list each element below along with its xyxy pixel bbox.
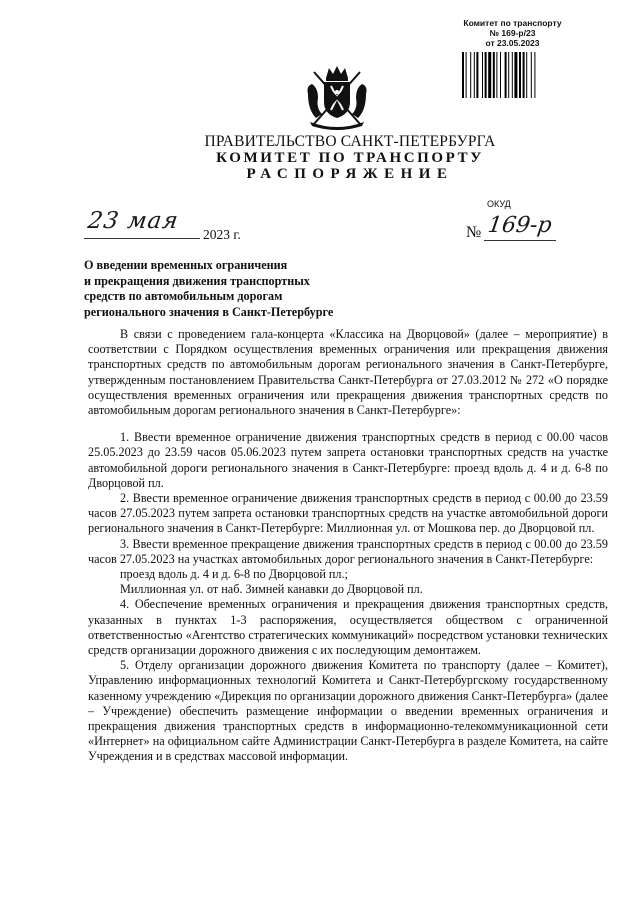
- number-underline: [484, 240, 556, 241]
- paragraph-5: 5. Отделу организации дорожного движения Комитета по транспорту (далее – Комитет), Управлению информационных технологий Комитета и Санкт-Петербургскому государственному казенному учреждению «Дирекция по организации дорожного движения Санкт-Петербурга» (далее – Учреждение) обеспечить размещение информации о введении временных ограничения и прекращения движения транспортных средств в информационно-телекоммуникационной сети «Интернет» на официальном сайте Администрации Санкт-Петербурга в разделе Комитета, на сайте Учреждения и в средствах массовой информации.: [88, 658, 608, 764]
- stamp-number: № 169-р/23: [489, 28, 536, 38]
- paragraph-4: 4. Обеспечение временных ограничения и прекращения движения транспортных средств, указанных в пунктах 1-3 распоряжения, осуществляется обществом с ограниченной ответственностью «Агентство стратегических коммуникаций» посредством установки технических средств организации дорожного движения с их последующим демонтажем.: [88, 597, 608, 658]
- coat-of-arms-emblem: [302, 64, 372, 132]
- document-type-heading: РАСПОРЯЖЕНИЕ: [246, 166, 454, 182]
- intro-paragraph: В связи с проведением гала-концерта «Классика на Дворцовой» (далее – мероприятие) в соответствии с Порядком осуществления временных ограничения или прекращения движения транспортных средств по автомобильным дорогам регионального значения в Санкт-Петербурге, утвержденным постановлением Правительства Санкт-Петербурга от 27.03.2012 № 272 «О порядке осуществления временных ограничения или прекращения движения транспортных средств по автомобильным дорогам регионального значения в Санкт-Петербурге»:: [88, 327, 608, 418]
- stamp-org: Комитет по транспорту: [463, 18, 562, 28]
- paragraph-3-item-2: Миллионная ул. от наб. Зимней канавки до Дворцовой пл.: [120, 582, 423, 597]
- title-line: и прекращения движения транспортных: [84, 273, 310, 288]
- handwritten-date: 23 мая: [86, 208, 181, 234]
- paragraph-2: 2. Ввести временное ограничение движения транспортных средств в период с 00.00 до 23.59 часов 27.05.2023 путем запрета остановки транспортных средств на участке автомобильной дороги регионального значения в Санкт-Петербурге: Миллионная ул. от Мошкова пер. до Дворцовой пл.: [88, 491, 608, 536]
- stamp-date: от 23.05.2023: [485, 38, 540, 48]
- number-sign: №: [466, 224, 482, 241]
- paragraph-3-item-1: проезд вдоль д. 4 и д. 6-8 по Дворцовой пл.;: [120, 567, 348, 582]
- title-line: средств по автомобильным дорогам: [84, 289, 283, 303]
- paragraph-3: 3. Ввести временное прекращение движения транспортных средств в период с 00.00 до 23.59 часов 27.05.2023 на участках автомобильных дорог регионального значения в Санкт-Петербурге:: [88, 536, 608, 566]
- handwritten-number: 169-р: [486, 213, 554, 238]
- title-line: О введении временных ограничения: [84, 258, 288, 272]
- okud-label: ОКУД: [487, 199, 511, 209]
- government-heading: ПРАВИТЕЛЬСТВО САНКТ-ПЕТЕРБУРГА: [204, 133, 496, 150]
- title-line: регионального значения в Санкт-Петербурге: [84, 304, 334, 319]
- registration-stamp: [455, 18, 570, 48]
- committee-heading: КОМИТЕТ ПО ТРАНСПОРТУ: [216, 150, 484, 166]
- document-body: [88, 327, 608, 765]
- barcode: [462, 52, 566, 98]
- date-underline: [84, 238, 200, 239]
- paragraph-1: 1. Ввести временное ограничение движения транспортных средств в период с 00.00 часов 25.05.2023 до 23.59 часов 05.06.2023 путем запрета остановки транспортных средств на участке автомобильной дороги регионального значения в Санкт-Петербурге: проезд вдоль д. 4 и д. 6-8 по Дворцовой пл.: [88, 430, 608, 490]
- document-title: [84, 258, 424, 320]
- date-year: 2023 г.: [203, 227, 241, 242]
